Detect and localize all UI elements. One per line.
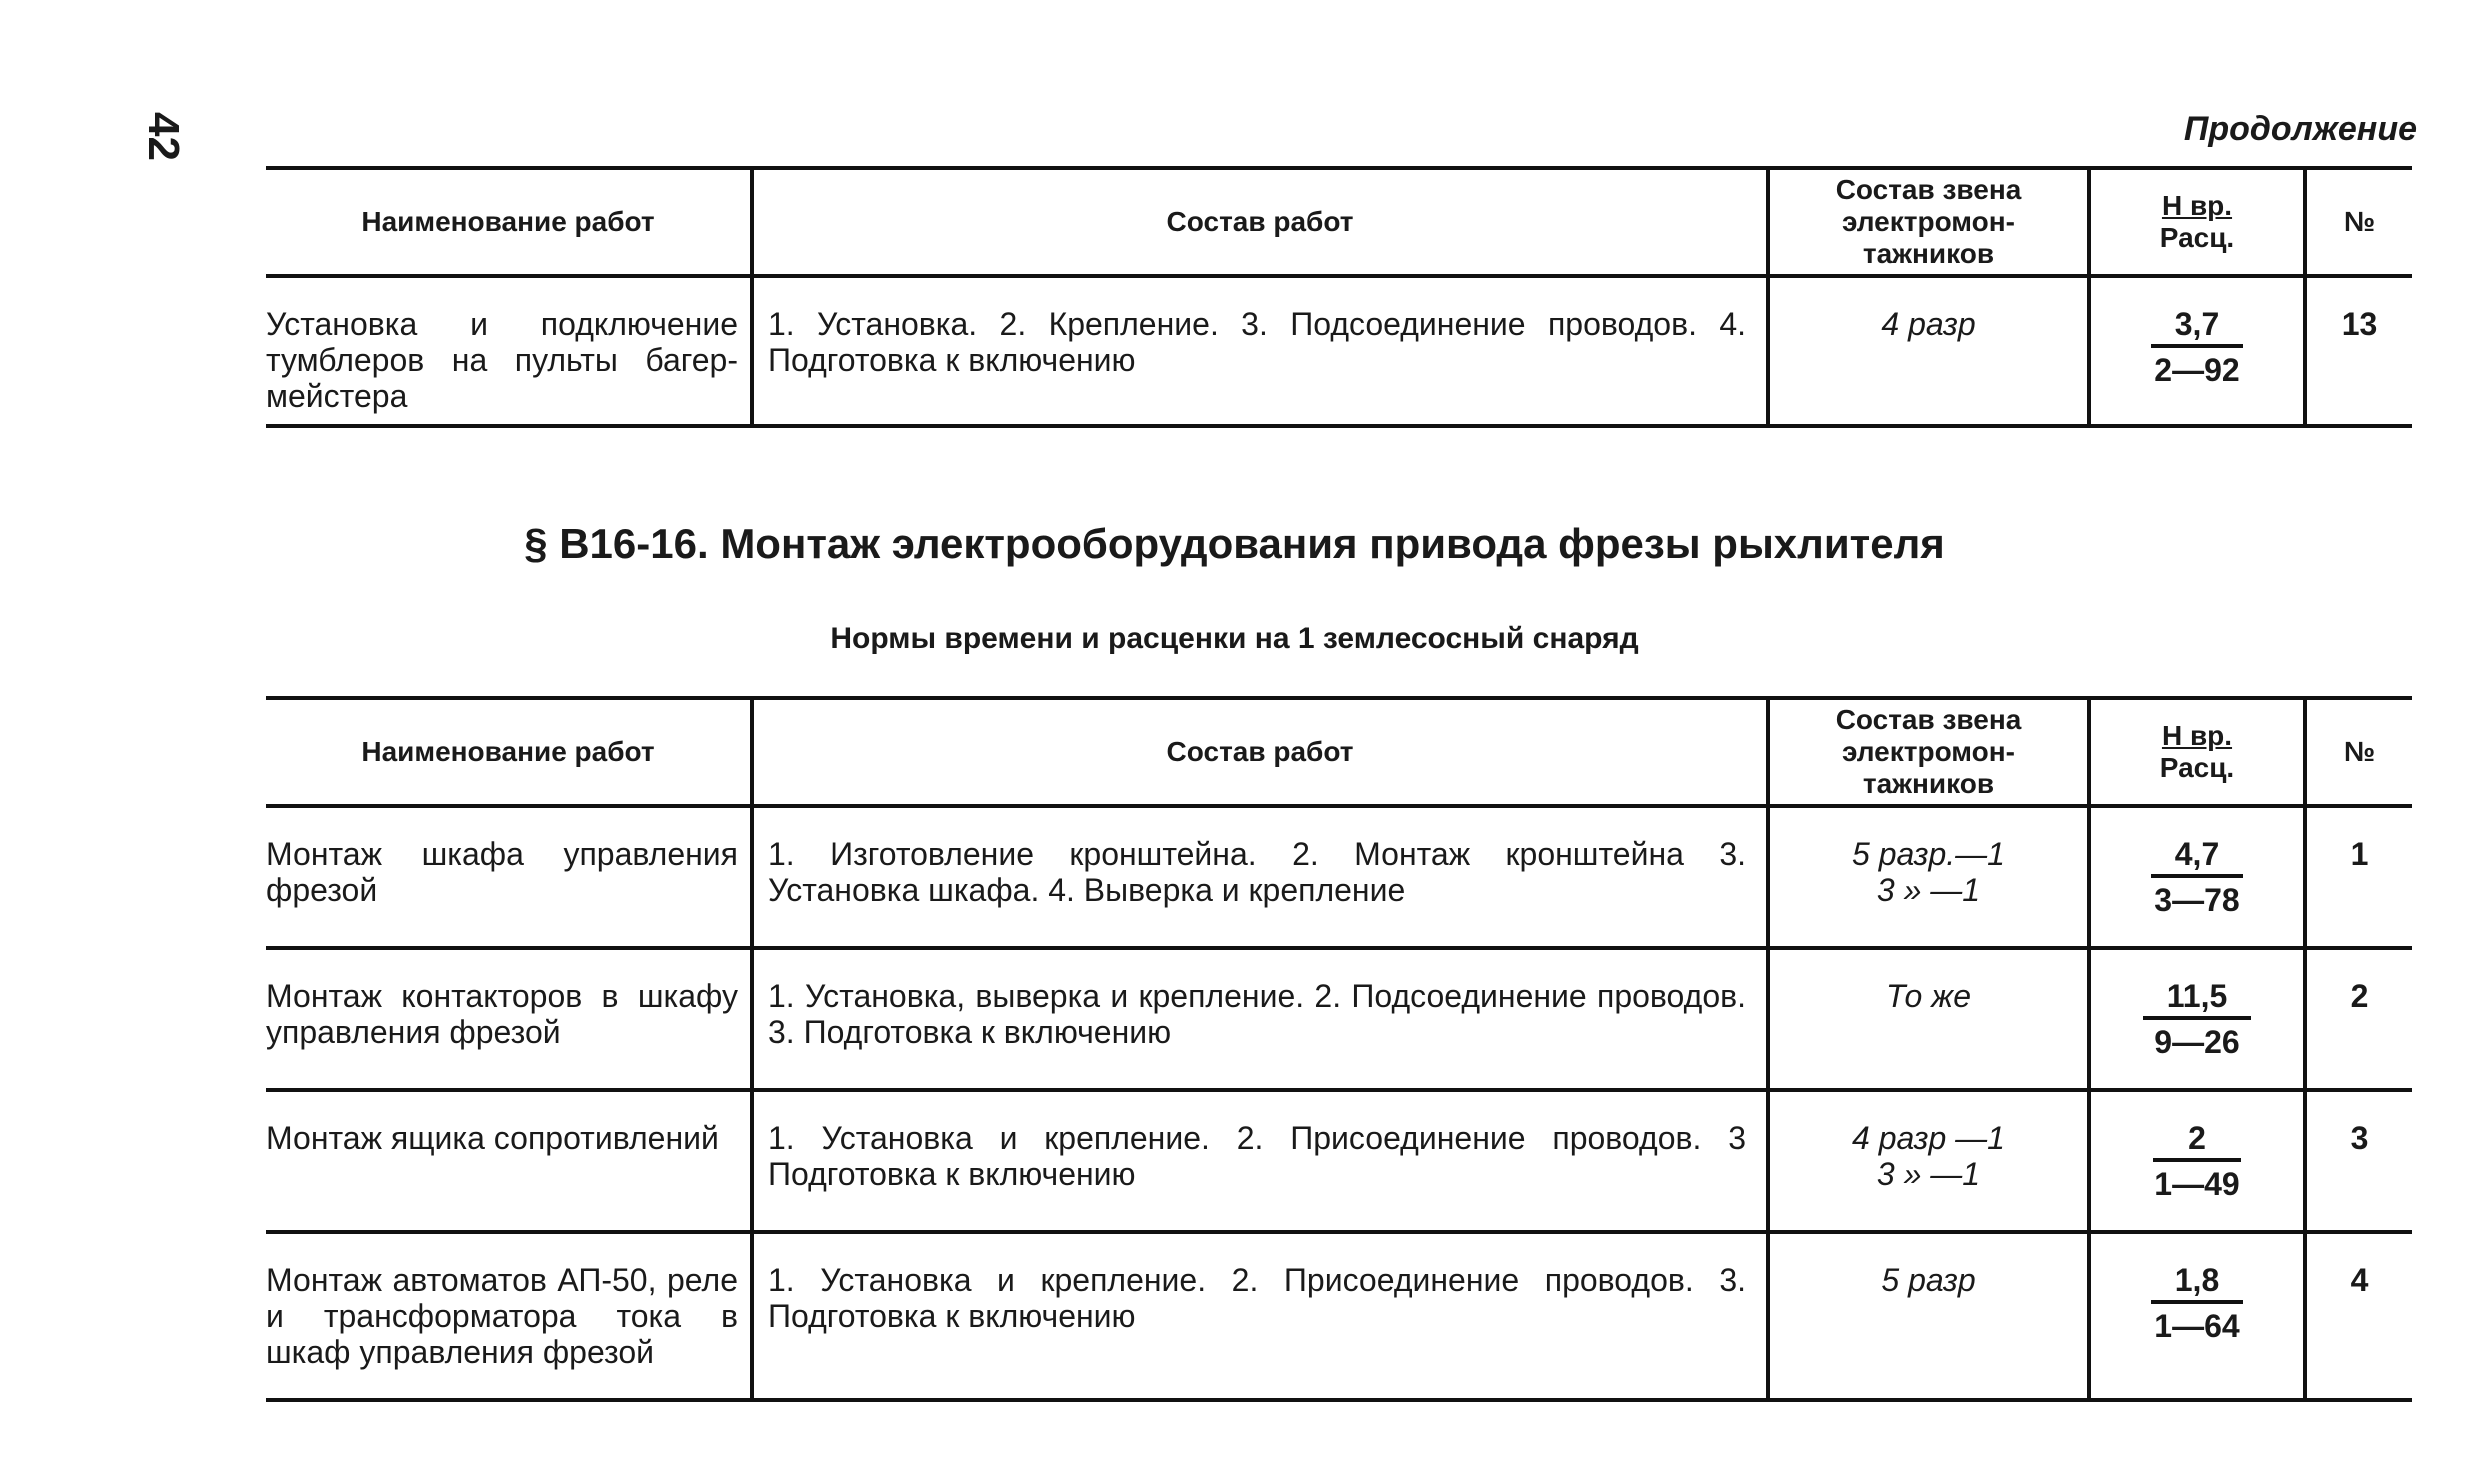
work-name: Монтаж шкафа управления фрезой: [266, 836, 738, 908]
crew-line: 3 » —1: [1876, 872, 1981, 908]
crew-line: 3 » —1: [1876, 1156, 1981, 1192]
header-work-composition: Состав работ: [752, 698, 1768, 806]
page-number: 42: [139, 112, 188, 161]
table-row: [266, 948, 2412, 1090]
norm-cell: [2089, 1232, 2305, 1400]
norms-table: [266, 696, 2412, 1402]
crew-composition: [1768, 1232, 2089, 1400]
section-subtitle: Нормы времени и расценки на 1 землесосный снаряд: [830, 622, 1639, 655]
row-number: 2: [2305, 948, 2412, 1090]
row-number: 3: [2305, 1090, 2412, 1232]
norm-time: 11,5: [2143, 978, 2252, 1020]
norm-cell: [2089, 1090, 2305, 1232]
work-name: Монтаж ящика сопротивлений: [266, 1090, 752, 1232]
crew-line: 4 разр: [1881, 306, 1976, 342]
section-title: § В16-16. Монтаж электрооборудования привода фрезы рыхлителя: [524, 520, 1945, 567]
crew-line: То же: [1886, 978, 1971, 1014]
norm-time: 2: [2153, 1120, 2241, 1162]
table-row: [266, 806, 2412, 948]
work-composition: 1. Изготовление кронштейна. 2. Монтаж кронштейна 3. Установка шкафа. 4. Выверка и крепление: [752, 806, 1768, 948]
row-number: 4: [2305, 1232, 2412, 1400]
header-norm-time: Н вр.: [2161, 720, 2233, 751]
norm-cell: [2089, 948, 2305, 1090]
work-name: Монтаж автоматов АП-50, реле и трансформатора тока в шкаф управления фрезой: [266, 1232, 752, 1400]
header-work-composition: Состав работ: [752, 168, 1768, 276]
work-composition: 1. Установка и крепление. 2. Присоединение проводов. 3. Подготовка к включению: [752, 1232, 1768, 1400]
work-name: Монтаж контакторов в шкафу управления фрезой: [266, 948, 752, 1090]
header-norm-time: Н вр.: [2161, 190, 2233, 221]
continuation-label: Продолжение: [2183, 110, 2417, 148]
table-row: [266, 1232, 2412, 1400]
header-norm: [2089, 168, 2305, 276]
norms-table-continued: [266, 166, 2412, 428]
header-number: №: [2305, 698, 2412, 806]
norm-cell: [2089, 276, 2305, 426]
table-row: [266, 276, 2412, 426]
crew-composition: [1768, 806, 2089, 948]
header-crew: Состав звена электромон-тажников: [1768, 168, 2089, 276]
norm-price: 1—49: [2154, 1166, 2240, 1202]
norm-time: 1,8: [2151, 1262, 2243, 1304]
header-norm: [2089, 698, 2305, 806]
crew-composition: [1768, 276, 2089, 426]
table-row: [266, 1090, 2412, 1232]
crew-composition: [1768, 1090, 2089, 1232]
norm-price: 1—64: [2154, 1308, 2240, 1344]
header-crew: Состав звена электромон-тажников: [1768, 698, 2089, 806]
work-composition: 1. Установка. 2. Крепление. 3. Подсоединение проводов. 4. Подготовка к включению: [752, 276, 1768, 426]
header-work-name: Наименование работ: [266, 698, 752, 806]
header-norm-price: Расц.: [2159, 752, 2235, 783]
crew-line: 4 разр —1: [1852, 1120, 2005, 1156]
norm-time: 4,7: [2151, 836, 2243, 878]
work-composition: 1. Установка и крепление. 2. Присоединение проводов. 3 Подготовка к включению: [752, 1090, 1768, 1232]
norm-price: 3—78: [2154, 882, 2240, 918]
norm-price: 2—92: [2154, 352, 2240, 388]
norm-cell: [2089, 806, 2305, 948]
header-work-name: Наименование работ: [266, 168, 752, 276]
header-number: №: [2305, 168, 2412, 276]
norm-time: 3,7: [2151, 306, 2243, 348]
row-number: 13: [2305, 276, 2412, 426]
norm-price: 9—26: [2154, 1024, 2240, 1060]
crew-composition: [1768, 948, 2089, 1090]
work-name: Установка и подключение тумблеров на пульты багер-мейстера: [266, 276, 752, 426]
header-norm-price: Расц.: [2159, 222, 2235, 253]
crew-line: 5 разр: [1881, 1262, 1976, 1298]
row-number: 1: [2305, 806, 2412, 948]
work-composition: 1. Установка, выверка и крепление. 2. Подсоединение проводов. 3. Подготовка к включению: [752, 948, 1768, 1090]
crew-line: 5 разр.—1: [1852, 836, 2005, 872]
